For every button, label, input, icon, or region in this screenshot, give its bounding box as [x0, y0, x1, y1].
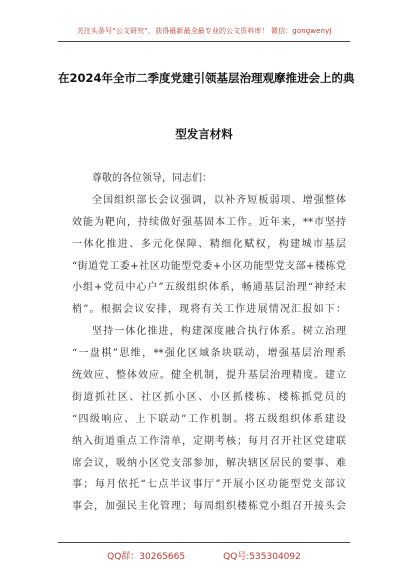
footer-divider: [58, 542, 350, 543]
paragraph-line: 梢”。根据会议安排，现将有关工作进展情况汇报如下：: [72, 304, 346, 316]
paragraph-line: 一体化推进、多元化保障、精细化赋权，构建城市基层: [72, 238, 346, 250]
paragraph-line: 事；每月依托“七点半议事厅”开展小区功能型党支部议: [72, 479, 346, 491]
paragraph-line: 统效应、整体效应。健全机制，提升基层治理精度。建立: [72, 370, 346, 382]
paragraph-line: 席会议，吸纳小区党支部参加，解决辖区居民的要事、难: [72, 457, 346, 469]
paragraph-line: 街道抓社区、社区抓小区、小区抓楼栋、楼栋抓党员的: [72, 391, 346, 403]
paragraph-line: “街道党工委+社区功能型党委+小区功能型党支部+楼栋党: [72, 260, 346, 272]
paragraph-line: 小组+党员中心户”五级组织体系，畅通基层治理“神经末: [72, 282, 346, 294]
header-divider: [58, 41, 350, 42]
paragraph-line: 纳入街道重点工作清单，定期考核；每月召开社区党建联: [72, 435, 346, 447]
footer-qq-group: QQ群：30265665: [107, 552, 186, 562]
paragraph-line: 效能为靶向，持续做好强基固本工作。近年来，**市坚持: [72, 216, 346, 228]
paragraph-line: 全国组织部长会议强调，以补齐短板弱项、增强整体: [92, 194, 346, 206]
paragraph-line: 事会，加强民主化管理；每周组织楼栋党小组召开接头会: [72, 501, 346, 513]
paragraph-line: “四级响应、上下联动”工作机制。将五级组织体系建设: [72, 413, 346, 425]
footer-contact: [0, 549, 408, 562]
document-title-line-1: 在2024年全市二季度党建引领基层治理观摩推进会上的典: [58, 71, 355, 85]
footer-qq-number: QQ号:535304092: [223, 552, 301, 562]
salutation: 尊敬的各位领导，同志们：: [92, 173, 212, 184]
header-notice: 关注头条号“公文研究”，获得最新最全最专业的公文资料库！ 微信：gongwenyj: [76, 27, 332, 35]
paragraph-line: “一盘棋”思维，**强化区域条块联动，增强基层治理系: [72, 348, 346, 360]
document-title-line-2: 型发言材料: [175, 127, 233, 141]
paragraph-line: 坚持一体化推进，构建深度融合执行体系。树立治理: [92, 326, 346, 338]
document-body: [72, 168, 346, 518]
